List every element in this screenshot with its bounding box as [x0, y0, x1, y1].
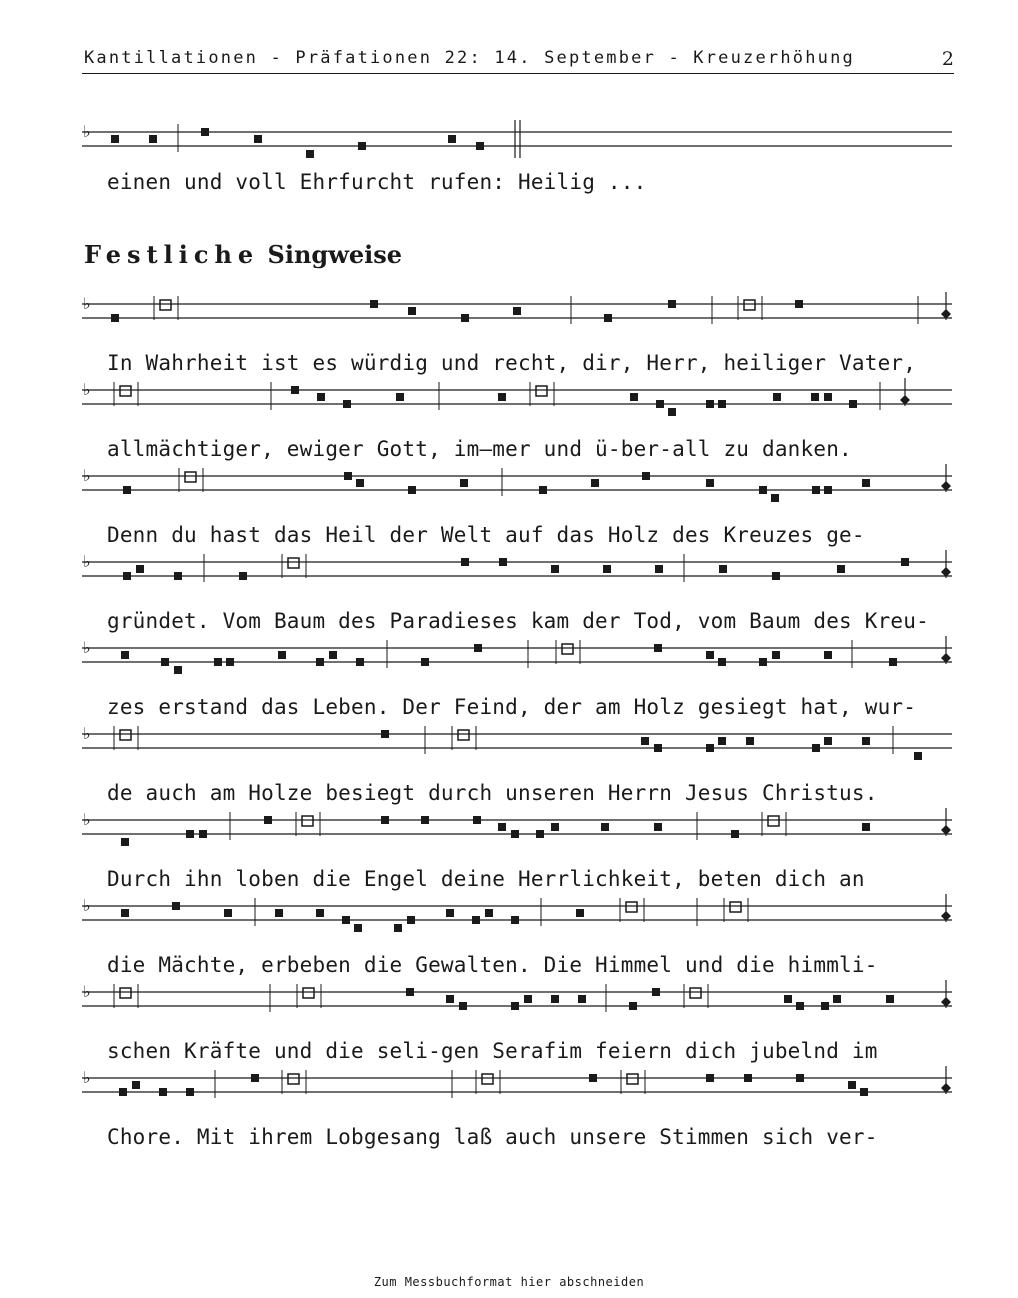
- flat-clef: ♭: [83, 380, 91, 399]
- section-title-first: Festliche: [84, 240, 260, 269]
- chant-staff: [0, 892, 1018, 952]
- neume-note: [136, 565, 144, 573]
- header-rule: [82, 73, 954, 74]
- neume-note: [461, 558, 469, 566]
- neume-note: [356, 479, 364, 487]
- neume-note: [641, 737, 649, 745]
- neume-note: [123, 486, 131, 494]
- neume-note: [901, 558, 909, 566]
- neume-note: [706, 400, 714, 408]
- neume-note: [343, 400, 351, 408]
- chant-lyric-line: Denn du hast das Heil der Welt auf das Holz des Kreuzes ge-: [107, 523, 865, 547]
- chant-staff: [0, 118, 1018, 178]
- neume-note: [578, 995, 586, 1003]
- neume-note: [604, 314, 612, 322]
- neume-note: [199, 830, 207, 838]
- neume-note: [860, 1088, 868, 1096]
- cut-note: Zum Messbuchformat hier abschneiden: [373, 1275, 645, 1289]
- flat-clef: ♭: [83, 810, 91, 829]
- chant-lyric-line: zes erstand das Leben. Der Feind, der am Holz gesiegt hat, wur-: [107, 695, 917, 719]
- neume-note: [771, 494, 779, 502]
- neume-note: [214, 658, 222, 666]
- chant-staff: [0, 806, 1018, 866]
- neume-note: [886, 995, 894, 1003]
- neume-note: [358, 142, 366, 150]
- chant-staff: [0, 376, 1018, 436]
- neume-note: [407, 916, 415, 924]
- neume-note: [278, 651, 286, 659]
- recitation-box: [690, 988, 701, 998]
- recitation-box: [288, 1074, 299, 1084]
- neume-note: [306, 150, 314, 158]
- neume-note: [784, 995, 792, 1003]
- chant-lyric-line: die Mächte, erbeben die Gewalten. Die Himmel und die himmli-: [107, 953, 878, 977]
- neume-note: [656, 400, 664, 408]
- neume-note: [121, 838, 129, 846]
- neume-note: [630, 393, 638, 401]
- flat-clef: ♭: [83, 294, 91, 313]
- neume-note: [603, 565, 611, 573]
- chant-staff: [0, 548, 1018, 608]
- neume-note: [316, 658, 324, 666]
- recitation-box: [536, 386, 547, 396]
- neume-note: [706, 1074, 714, 1082]
- neume-note: [551, 823, 559, 831]
- neume-note: [513, 307, 521, 315]
- neume-note: [719, 565, 727, 573]
- neume-note: [591, 479, 599, 487]
- neume-note: [251, 1074, 259, 1082]
- neume-note: [111, 135, 119, 143]
- neume-note: [654, 744, 662, 752]
- neume-note: [123, 572, 131, 580]
- recitation-box: [303, 988, 314, 998]
- neume-note: [317, 393, 325, 401]
- neume-note: [394, 924, 402, 932]
- neume-note: [914, 752, 922, 760]
- neume-note: [862, 823, 870, 831]
- neume-note: [121, 909, 129, 917]
- neume-note: [773, 393, 781, 401]
- neume-note: [111, 314, 119, 322]
- neume-note: [706, 744, 714, 752]
- neume-note: [821, 1002, 829, 1010]
- recitation-box: [768, 816, 779, 826]
- neume-note: [744, 1074, 752, 1082]
- recitation-box: [288, 558, 299, 568]
- neume-note: [498, 823, 506, 831]
- neume-note: [511, 830, 519, 838]
- neume-note: [654, 644, 662, 652]
- neume-note: [796, 1002, 804, 1010]
- neume-note: [291, 386, 299, 394]
- recitation-box: [562, 644, 573, 654]
- neume-note: [812, 486, 820, 494]
- recitation-box: [744, 300, 755, 310]
- neume-note: [718, 737, 726, 745]
- flat-clef: ♭: [83, 466, 91, 485]
- neume-note: [356, 658, 364, 666]
- neume-note: [186, 830, 194, 838]
- neume-note: [652, 988, 660, 996]
- neume-note: [848, 1081, 856, 1089]
- neume-note: [824, 486, 832, 494]
- neume-note: [408, 486, 416, 494]
- neume-note: [275, 909, 283, 917]
- neume-note: [759, 486, 767, 494]
- section-title: [84, 240, 402, 269]
- neume-note: [772, 572, 780, 580]
- chant-staff: [0, 1064, 1018, 1124]
- neume-note: [837, 565, 845, 573]
- neume-note: [344, 472, 352, 480]
- neume-note: [421, 658, 429, 666]
- chant-staff: [0, 290, 1018, 350]
- neume-note: [446, 909, 454, 917]
- recitation-box: [120, 730, 131, 740]
- chant-lyric-line: de auch am Holze besiegt durch unseren Herrn Jesus Christus.: [107, 781, 878, 805]
- neume-note: [159, 1088, 167, 1096]
- chant-staff: [0, 720, 1018, 780]
- neume-note: [668, 408, 676, 416]
- neume-note: [812, 744, 820, 752]
- chant-lyric-line: gründet. Vom Baum des Paradieses kam der Tod, vom Baum des Kreu-: [107, 609, 929, 633]
- neume-note: [329, 651, 337, 659]
- neume-note: [654, 823, 662, 831]
- neume-note: [264, 816, 272, 824]
- neume-note: [342, 916, 350, 924]
- recitation-box: [120, 988, 131, 998]
- chant-lyric-line: allmächtiger, ewiger Gott, im—mer und ü-ber-all zu danken.: [107, 437, 852, 461]
- neume-note: [370, 300, 378, 308]
- neume-note: [474, 644, 482, 652]
- neume-note: [811, 393, 819, 401]
- neume-note: [629, 1002, 637, 1010]
- neume-note: [824, 737, 832, 745]
- neume-note: [889, 658, 897, 666]
- neume-note: [601, 823, 609, 831]
- neume-note: [511, 1002, 519, 1010]
- neume-note: [499, 558, 507, 566]
- recitation-box: [730, 902, 741, 912]
- neume-note: [446, 995, 454, 1003]
- neume-note: [511, 916, 519, 924]
- neume-note: [862, 479, 870, 487]
- recitation-box: [185, 472, 196, 482]
- neume-note: [833, 995, 841, 1003]
- neume-note: [381, 816, 389, 824]
- neume-note: [172, 902, 180, 910]
- flat-clef: ♭: [83, 982, 91, 1001]
- neume-note: [849, 400, 857, 408]
- neume-note: [746, 737, 754, 745]
- chant-staff: [0, 634, 1018, 694]
- neume-note: [576, 909, 584, 917]
- neume-note: [201, 128, 209, 136]
- neume-note: [589, 1074, 597, 1082]
- neume-note: [472, 916, 480, 924]
- recitation-box: [482, 1074, 493, 1084]
- running-header: Kantillationen - Präfationen 22: 14. September - Kreuzerhöhung: [84, 48, 855, 68]
- neume-note: [174, 572, 182, 580]
- neume-note: [239, 572, 247, 580]
- chant-lyric-line: schen Kräfte und die seli-gen Serafim feiern dich jubelnd im: [107, 1039, 878, 1063]
- neume-note: [772, 651, 780, 659]
- flat-clef: ♭: [83, 896, 91, 915]
- neume-note: [406, 988, 414, 996]
- neume-note: [224, 909, 232, 917]
- neume-note: [796, 1074, 804, 1082]
- neume-note: [539, 486, 547, 494]
- neume-note: [460, 479, 468, 487]
- recitation-box: [302, 816, 313, 826]
- neume-note: [316, 909, 324, 917]
- neume-note: [551, 995, 559, 1003]
- neume-note: [498, 393, 506, 401]
- neume-note: [149, 135, 157, 143]
- flat-clef: ♭: [83, 122, 91, 141]
- neume-note: [485, 909, 493, 917]
- neume-note: [642, 472, 650, 480]
- neume-note: [396, 393, 404, 401]
- neume-note: [862, 737, 870, 745]
- neume-note: [354, 924, 362, 932]
- neume-note: [731, 830, 739, 838]
- section-title-second: Singweise: [267, 240, 403, 269]
- neume-note: [655, 565, 663, 573]
- intro-lyric: einen und voll Ehrfurcht rufen: Heilig ...: [107, 170, 647, 194]
- neume-note: [121, 651, 129, 659]
- recitation-box: [120, 386, 131, 396]
- neume-note: [476, 142, 484, 150]
- recitation-box: [160, 300, 171, 310]
- neume-note: [706, 651, 714, 659]
- flat-clef: ♭: [83, 638, 91, 657]
- neume-note: [186, 1088, 194, 1096]
- neume-note: [421, 816, 429, 824]
- chant-lyric-line: Durch ihn loben die Engel deine Herrlichkeit, beten dich an: [107, 867, 865, 891]
- chant-lyric-line: Chore. Mit ihrem Lobgesang laß auch unsere Stimmen sich ver-: [107, 1125, 878, 1149]
- recitation-box: [626, 902, 637, 912]
- neume-note: [706, 479, 714, 487]
- neume-note: [718, 658, 726, 666]
- flat-clef: ♭: [83, 724, 91, 743]
- recitation-box: [627, 1074, 638, 1084]
- neume-note: [759, 658, 767, 666]
- neume-note: [448, 135, 456, 143]
- neume-note: [668, 300, 676, 308]
- neume-note: [226, 658, 234, 666]
- neume-note: [536, 830, 544, 838]
- neume-note: [551, 565, 559, 573]
- neume-note: [408, 307, 416, 315]
- neume-note: [254, 135, 262, 143]
- neume-note: [824, 651, 832, 659]
- neume-note: [718, 400, 726, 408]
- neume-note: [119, 1088, 127, 1096]
- flat-clef: ♭: [83, 552, 91, 571]
- neume-note: [381, 730, 389, 738]
- flat-clef: ♭: [83, 1068, 91, 1087]
- neume-note: [795, 300, 803, 308]
- neume-note: [473, 816, 481, 824]
- chant-staff: [0, 462, 1018, 522]
- neume-note: [461, 314, 469, 322]
- chant-lyric-line: In Wahrheit ist es würdig und recht, dir, Herr, heiliger Vater,: [107, 351, 917, 375]
- page-number: 2: [941, 48, 954, 70]
- neume-note: [174, 666, 182, 674]
- neume-note: [524, 995, 532, 1003]
- neume-note: [824, 393, 832, 401]
- recitation-box: [458, 730, 469, 740]
- neume-note: [459, 1002, 467, 1010]
- neume-note: [161, 658, 169, 666]
- chant-staff: [0, 978, 1018, 1038]
- neume-note: [132, 1081, 140, 1089]
